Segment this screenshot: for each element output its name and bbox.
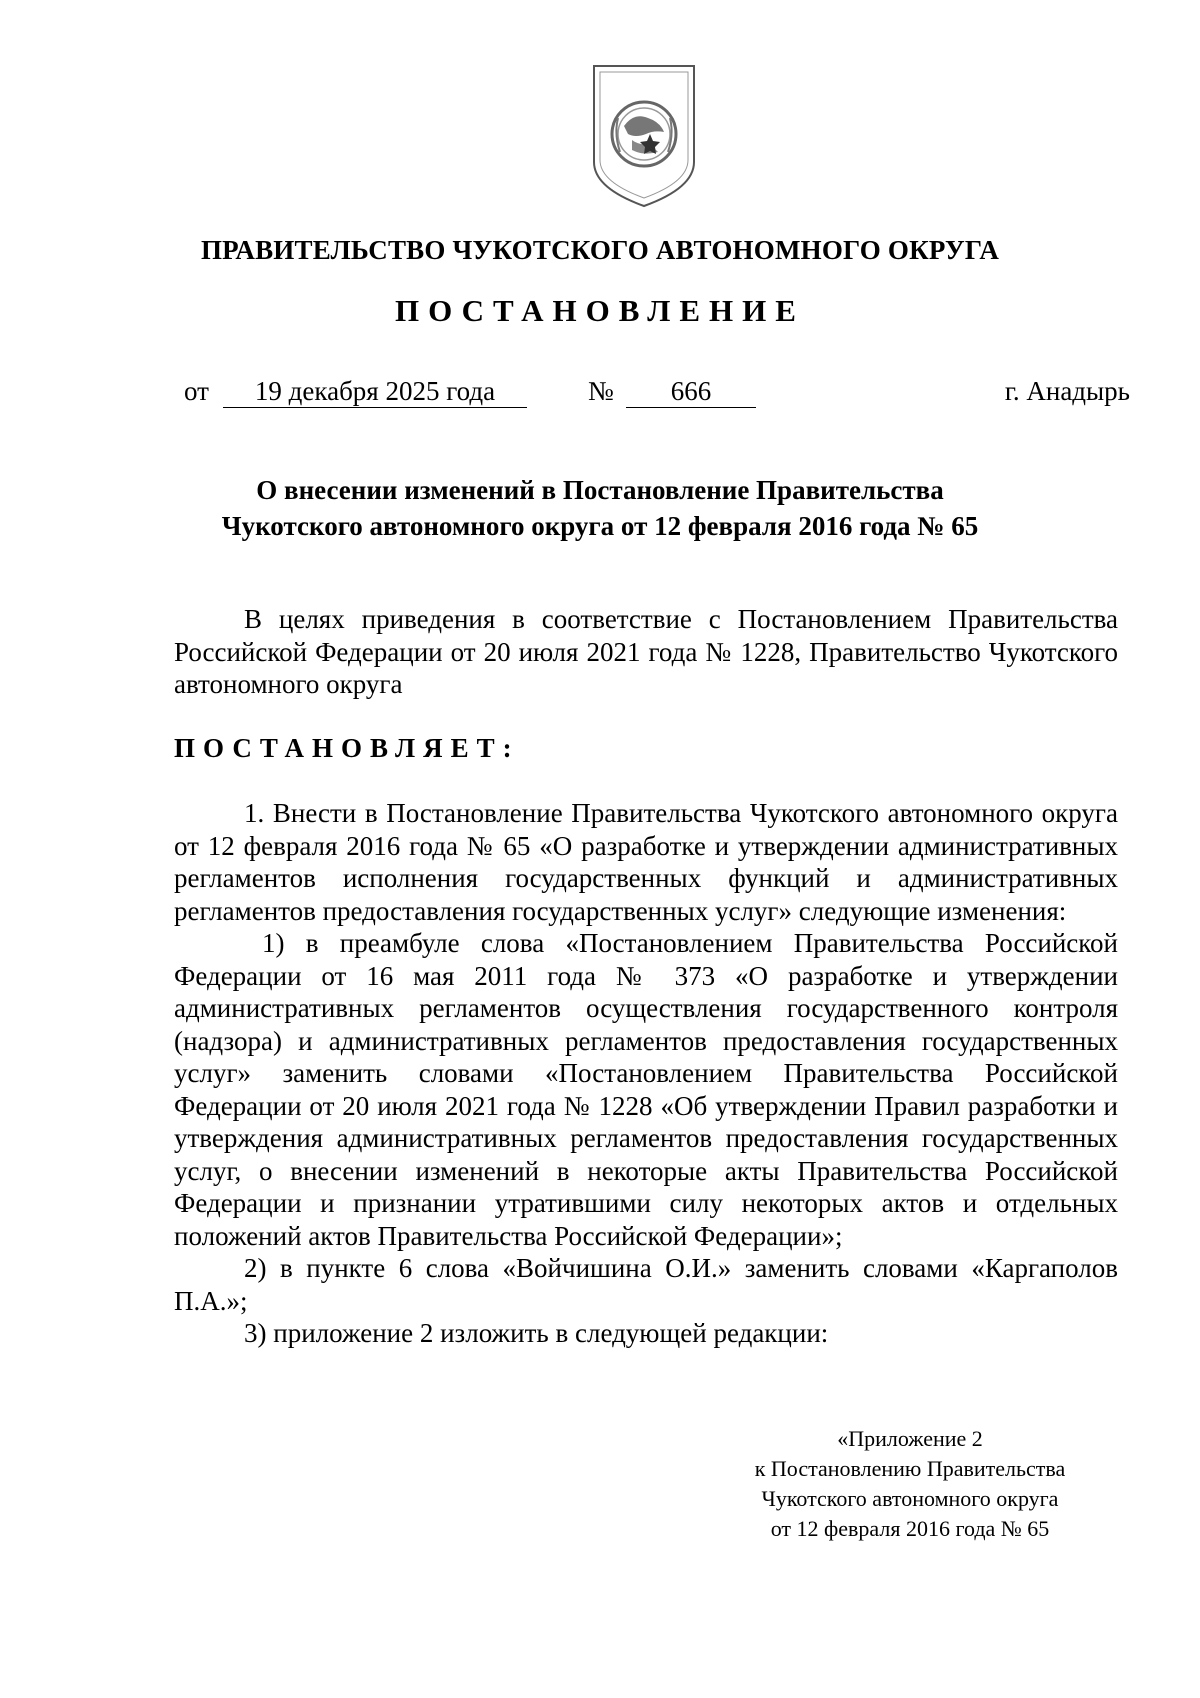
number-sign: № — [588, 376, 614, 406]
organization-title: ПРАВИТЕЛЬСТВО ЧУКОТСКОГО АВТОНОМНОГО ОКРУГА — [200, 235, 1000, 265]
appendix-line-1: «Приложение 2 — [837, 1426, 983, 1451]
appendix-line-4: от 12 февраля 2016 года № 65 — [770, 1516, 1050, 1541]
decree-items — [174, 797, 1118, 1350]
subitem-1-paragraph: 1) в преамбуле слова «Постановлением Правительства Российской Федерации от 16 мая 2011 года № 373 «О разработке и утверждении административных регламентов осуществления государственного контроля (надзора) и административных регламентов предоставления государственных услуг» заменить словами «Постановлением Правительства Российской Федерации от 20 июля 2021 года № 1228 «Об утверждении Правил разработки и утверждения административных регламентов предоставления государственных услуг, о внесении изменений в некоторые акты Правительства Российской Федерации и признании утратившими силу некоторых актов и отдельных положений актов Правительства Российской Федерации»; — [174, 928, 1118, 1251]
subitem-2-paragraph: 2) в пункте 6 слова «Войчишина О.И.» заменить словами «Каргаполов П.А.»; — [174, 1253, 1118, 1316]
item-1-paragraph: 1. Внести в Постановление Правительства Чукотского автономного округа от 12 февраля 2016 года № 65 «О разработке и утверждении административных регламентов исполнения государственных функций и административных регламентов предоставления государственных услуг» следующие изменения: — [174, 798, 1118, 926]
appendix-line-3: Чукотского автономного округа — [761, 1486, 1059, 1511]
document-date: 19 декабря 2025 года — [223, 375, 527, 408]
coat-of-arms-emblem — [588, 60, 700, 210]
document-subject — [0, 472, 1200, 544]
subject-line-1: О внесении изменений в Постановление Правительства — [256, 475, 944, 505]
decree-heading: ПОСТАНОВЛЯЕТ: — [174, 733, 520, 763]
document-city: г. Анадырь — [1004, 376, 1130, 406]
date-prefix: от — [184, 376, 209, 406]
subitem-3-paragraph: 3) приложение 2 изложить в следующей редакции: — [244, 1318, 829, 1348]
intro-paragraph: В целях приведения в соответствие с Постановлением Правительства Российской Федерации от 20 июля 2021 года № 1228, Правительство Чукотского автономного округа — [174, 604, 1118, 699]
document-number: 666 — [626, 375, 756, 408]
appendix-block — [720, 1424, 1100, 1544]
subject-line-2: Чукотского автономного округа от 12 февраля 2016 года № 65 — [221, 511, 979, 541]
document-type-title: ПОСТАНОВЛЕНИЕ — [395, 293, 805, 328]
appendix-line-2: к Постановлению Правительства — [754, 1456, 1066, 1481]
